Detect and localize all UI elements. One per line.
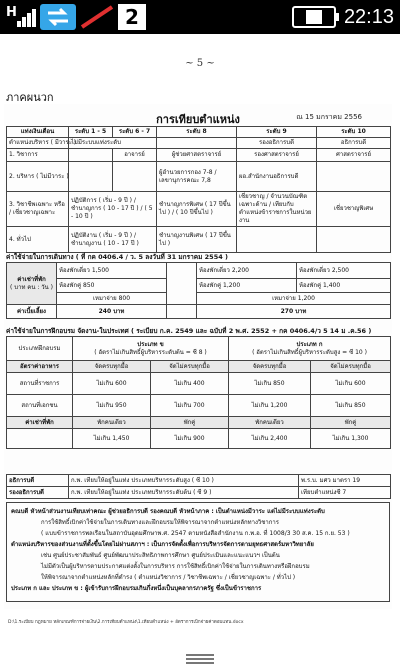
table-row bbox=[7, 263, 391, 279]
table-cell bbox=[237, 227, 317, 253]
table-cell: จัดครบทุกมื้อ bbox=[73, 361, 151, 373]
table-cell: ไม่เกิน 600 bbox=[73, 373, 151, 395]
note-line: ( แบบข้าราชการพลเรือนในสถาบันอุดมศึกษาพ.ศ. 2547 ตามหนังสือสำนักงาน ก.พ.อ. ที่ 1008/3 30 ส.ค. 15 ก.ย. 53 ) bbox=[41, 530, 350, 537]
table-cell: เหมาจ่าย 800 bbox=[57, 293, 167, 305]
table-cell: พักคนเดียว bbox=[229, 417, 311, 429]
table-cell: รองศาสตราจารย์ bbox=[237, 149, 317, 162]
table-cell: ชำนาญการพิเศษ ( 17 ปีขึ้นไป ) / ( 10 ปีขึ้นไป ) bbox=[157, 192, 237, 227]
table-row bbox=[7, 162, 391, 192]
table-cell bbox=[113, 162, 157, 192]
table-cell: เชี่ยวชาญ / จำนวนบัณฑิตเฉพาะด้าน / เทียบกับตำแหน่งข้าราชการในหน่วยงาน bbox=[237, 192, 317, 227]
table-cell bbox=[69, 149, 113, 162]
notes-box bbox=[6, 502, 390, 602]
table-cell: พักคู่ bbox=[311, 417, 391, 429]
table-cell: อธิการบดี bbox=[7, 475, 69, 487]
table-cell: 2. บริหาร ( ไม่มีวาระ ) bbox=[7, 162, 69, 192]
allowance-label: ค่าเช่าที่พัก bbox=[17, 275, 46, 283]
table-cell: ไม่เกิน 700 bbox=[151, 395, 229, 417]
table-cell bbox=[157, 138, 237, 149]
note-line: ไม่มีตัวเป็นผู้บริหารตามประกาศแต่งตั้งในการบริหาร การใช้สิทธิ์เบิกค่าใช้จ่ายในการเดินทางหรือฝึกอบรม bbox=[41, 563, 310, 570]
table-row bbox=[7, 293, 391, 305]
table-row bbox=[7, 475, 391, 487]
table-cell: เหมาจ่าย 1,200 bbox=[197, 293, 391, 305]
table-cell: ไม่เกิน 900 bbox=[151, 429, 229, 449]
table-cell: เชี่ยวชาญพิเศษ bbox=[317, 192, 391, 227]
table-cell: ไม่เกิน 850 bbox=[311, 395, 391, 417]
executive-table bbox=[6, 474, 391, 499]
table-cell: ไม่เกิน 850 bbox=[229, 373, 311, 395]
header-cell: ระดับ 1 - 5 bbox=[69, 127, 113, 138]
table-cell: ผู้อำนวยการกอง 7-8 / เลขานุการคณะ 7,8 bbox=[157, 162, 237, 192]
table-row bbox=[7, 305, 391, 319]
table-cell: ห้องพักคู่ 1,200 bbox=[197, 279, 297, 293]
table-cell: ค่าเบี้ยเลี้ยง bbox=[7, 305, 57, 319]
table-cell: ไม่เกิน 600 bbox=[311, 373, 391, 395]
table-cell: ศาสตราจารย์ bbox=[317, 149, 391, 162]
table-header-row bbox=[7, 127, 391, 138]
table-cell: พักคนเดียว bbox=[73, 417, 151, 429]
table-cell bbox=[317, 227, 391, 253]
table-cell bbox=[317, 162, 391, 192]
table-cell: อาจารย์ bbox=[113, 149, 157, 162]
doc-date: ณ 15 มกราคม 2556 bbox=[296, 113, 362, 121]
table-cell: สถานที่เอกชน bbox=[7, 395, 73, 417]
table-cell: พ.ร.บ. มศว มาตรา 19 bbox=[299, 475, 391, 487]
type-b-label: ประเภท ข bbox=[137, 340, 164, 348]
position-table bbox=[6, 126, 391, 253]
travel-caption: ค่าใช้จ่ายในการเดินทาง ( ที่ กค 0406.4 / ว. 5 ลงวันที่ 31 มกราคม 2554 ) bbox=[6, 253, 228, 261]
table-cell: พักคู่ bbox=[151, 417, 229, 429]
note-line: ให้พิจารณาจากตำแหน่งหลักที่ดำรง ( ตำแหน่งวิชาการ / วิชาชีพเฉพาะ / เชี่ยวชาญเฉพาะ / ทั่วไป ) bbox=[41, 574, 296, 581]
table-cell: ห้องพักเดี่ยว 2,200 bbox=[197, 263, 297, 279]
table-cell: ห้องพักคู่ 850 bbox=[57, 279, 167, 293]
table-cell: ไม่เกิน 2,400 bbox=[229, 429, 311, 449]
table-cell: ผอ.สำนักงานอธิการบดี bbox=[237, 162, 317, 192]
table-cell: 3. วิชาชีพเฉพาะ หรือ / เชี่ยวชาญเฉพาะ bbox=[7, 192, 69, 227]
table-cell: ตำแหน่งบริหาร ( มีวาระ ) bbox=[7, 138, 69, 149]
note-line: คณบดี หัวหน้าส่วนงานเทียบเท่าคณะ ผู้ช่วยอธิการบดี รองคณบดี หัวหน้าภาค : เป็นตำแหน่งมีวาระ แต่ไม่มีระบบแท่งระดับ bbox=[11, 508, 325, 515]
table-cell: ปฏิบัติการ ( เริ่ม - 9 ปี ) / ชำนาญการ ( 10 - 17 ปี ) / ( 5 - 10 ปี ) bbox=[69, 192, 157, 227]
table-cell: จัดครบทุกมื้อ bbox=[229, 361, 311, 373]
table-cell: ผู้ช่วยศาสตราจารย์ bbox=[157, 149, 237, 162]
table-row bbox=[7, 417, 391, 429]
table-cell bbox=[7, 429, 73, 449]
table-cell: อัตราค่าอาหาร bbox=[7, 361, 73, 373]
file-path-footer: D:\1.ระเบียบ กฎหมาย หลักเกณฑ์การจ่ายเงิน\2.การเทียบตำแหน่ง\1.เทียบตำแหน่ง + อัตราการเบิกจ่ายค่าตอบแทน.docx bbox=[8, 620, 244, 625]
table-cell bbox=[229, 337, 391, 361]
table-row bbox=[7, 429, 391, 449]
travel-table bbox=[6, 262, 391, 319]
table-row bbox=[7, 149, 391, 162]
doc-title: การเทียบตำแหน่ง bbox=[156, 113, 240, 126]
table-cell: ชำนาญงานพิเศษ ( 17 ปีขึ้นไป ) bbox=[157, 227, 237, 253]
note-line: การใช้สิทธิ์เบิกค่าใช้จ่ายในการเดินทางและฝึกอบรมให้พิจารณาจากตำแหน่งหลักทางวิชาการ bbox=[41, 519, 279, 526]
table-cell bbox=[69, 162, 113, 192]
type-b-note: ( อัตราไม่เกินสิทธิ์ผู้บริหารระดับต้น = ซี 8 ) bbox=[94, 348, 207, 356]
table-cell: ก.พ. เทียบให้อยู่ในแท่ง ประเภทบริหารระดับสูง ( ซี 10 ) bbox=[69, 475, 299, 487]
table-cell: เทียบตำแหน่งซี 7 bbox=[299, 487, 391, 499]
table-row bbox=[7, 192, 391, 227]
table-row bbox=[7, 138, 391, 149]
allowance-unit: ( บาท คน : วัน ) bbox=[10, 283, 53, 291]
notification-count-badge[interactable]: 2 bbox=[118, 4, 146, 30]
table-cell: ประเภทฝึกอบรม bbox=[7, 337, 73, 361]
table-cell: จัดไม่ครบทุกมื้อ bbox=[151, 361, 229, 373]
scanned-document bbox=[4, 104, 392, 609]
signal-strength-icon: H bbox=[6, 5, 36, 29]
appendix-heading: ภาคผนวก bbox=[6, 91, 54, 104]
table-cell: ไม่เกิน 400 bbox=[151, 373, 229, 395]
table-row bbox=[7, 337, 391, 361]
table-row bbox=[7, 373, 391, 395]
wifi-off-icon bbox=[80, 5, 114, 29]
menu-icon[interactable] bbox=[186, 654, 214, 667]
table-cell bbox=[73, 337, 229, 361]
header-cell: ระดับ 9 bbox=[237, 127, 317, 138]
table-cell: ไม่เกิน 1,200 bbox=[229, 395, 311, 417]
table-cell: ไม่เกิน 950 bbox=[73, 395, 151, 417]
header-cell: ระดับ 6 - 7 bbox=[113, 127, 157, 138]
table-cell: จัดไม่ครบทุกมื้อ bbox=[311, 361, 391, 373]
table-cell: 240 บาท bbox=[57, 305, 167, 319]
header-cell: แท่งเงินเดือน bbox=[7, 127, 69, 138]
table-row bbox=[7, 487, 391, 499]
note-line: ตำแหน่งบริหารของส่วนงานที่ตั้งขึ้นโดยไม่ผ่านสภาฯ : เป็นการจัดตั้งเพื่อการบริหารจัดการตามยุทธศาสตร์มหาวิทยาลัย bbox=[11, 541, 314, 548]
table-cell bbox=[167, 305, 197, 319]
note-line: เช่น ศูนย์ประชาสัมพันธ์ ศูนย์พัฒนาประสิทธิภาพการศึกษา ศูนย์ประเมินและแนะแนวฯ เป็นต้น bbox=[41, 552, 280, 559]
training-caption: ค่าใช้จ่ายในการฝึกอบรม จัดงาน-ในประเทศ ( ระเบียบ ก.ค. 2549 และ ฉบับที่ 2 พ.ศ. 2552 + กค 0406.4/ว 5 14 ม .ค.56 ) bbox=[6, 327, 372, 335]
header-cell: ระดับ 10 bbox=[317, 127, 391, 138]
table-cell: ห้องพักคู่ 1,400 bbox=[297, 279, 391, 293]
page-number: ~ 5 ~ bbox=[185, 58, 215, 69]
table-cell: 4. ทั่วไป bbox=[7, 227, 69, 253]
table-cell: ปฏิบัติงาน ( เริ่ม - 9 ปี ) / ชำนาญงาน ( 10 - 17 ปี ) bbox=[69, 227, 157, 253]
type-a-label: ประเภท ก bbox=[296, 340, 323, 348]
note-line: ประเภท ก และ ประเภท ข : ผู้เข้ารับการฝึกอบรมเกินกึ่งหนึ่งเป็นบุคลากรภาครัฐ ซึ่งเป็นข้าราชการ bbox=[11, 585, 262, 592]
table-row bbox=[7, 361, 391, 373]
table-row bbox=[7, 279, 391, 293]
table-cell: 270 บาท bbox=[197, 305, 391, 319]
status-bar bbox=[0, 0, 400, 34]
table-cell: ไม่เกิน 1,450 bbox=[73, 429, 151, 449]
training-table bbox=[6, 336, 391, 449]
table-row bbox=[7, 395, 391, 417]
header-cell: ระดับ 8 bbox=[157, 127, 237, 138]
table-cell: รองอธิการบดี bbox=[7, 487, 69, 499]
table-cell: สถานที่ราชการ bbox=[7, 373, 73, 395]
table-cell: ไม่เกิน 1,300 bbox=[311, 429, 391, 449]
table-cell: ไม่มีระบบแท่งระดับ bbox=[69, 138, 157, 149]
table-cell: รองอธิการบดี bbox=[237, 138, 317, 149]
table-cell: ก.พ. เทียบให้อยู่ในแท่ง ประเภทบริหารระดับต้น ( ซี 9 ) bbox=[69, 487, 299, 499]
clock: 22:13 bbox=[343, 5, 394, 28]
table-cell: ห้องพักเดี่ยว 2,500 bbox=[297, 263, 391, 279]
table-cell bbox=[7, 263, 57, 305]
table-cell: ห้องพักเดี่ยว 1,500 bbox=[57, 263, 167, 279]
table-cell: ค่าเช่าที่พัก bbox=[7, 417, 73, 429]
table-cell: 1. วิชาการ bbox=[7, 149, 69, 162]
data-transfer-icon bbox=[40, 4, 76, 30]
battery-charging-icon bbox=[292, 6, 336, 28]
table-cell: อธิการบดี bbox=[317, 138, 391, 149]
type-a-note: ( อัตราไม่เกินสิทธิ์ผู้บริหารระดับสูง = ซี 10 ) bbox=[252, 348, 367, 356]
table-cell bbox=[167, 263, 197, 305]
table-row bbox=[7, 227, 391, 253]
